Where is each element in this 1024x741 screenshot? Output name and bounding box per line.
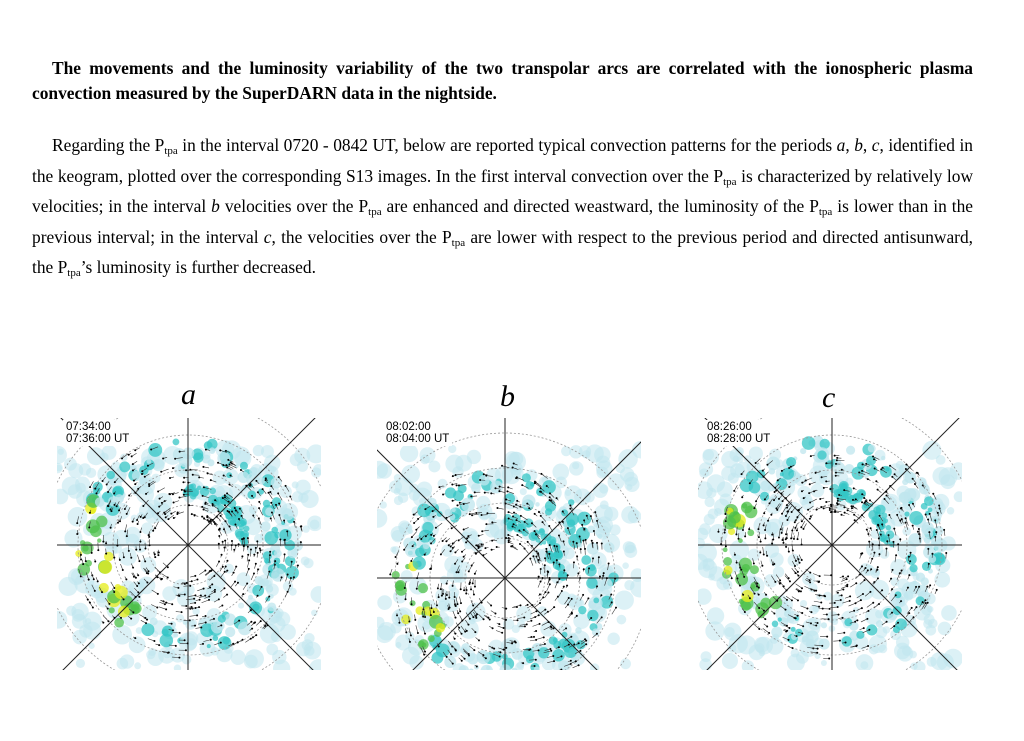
convection-map-c: [698, 418, 962, 670]
panel-label-c: c: [822, 381, 836, 414]
panel-b-image: [377, 418, 641, 670]
panel-c-image: [698, 418, 962, 670]
panel-c-timestamp: 08:26:00 08:28:00 UT: [704, 420, 773, 446]
convection-map-a: [57, 418, 321, 670]
panel-b-timestamp: 08:02:00 08:04:00 UT: [383, 420, 452, 446]
summary-paragraph: The movements and the luminosity variability of the two transpolar arcs are correlated with the ionospheric plasma convection measured by the SuperDARN data in the nightside.: [32, 58, 973, 103]
panel-label-b: b: [500, 380, 515, 413]
convection-map-b: [377, 418, 641, 670]
description-paragraph: Regarding the $P_{tpa}$ in the interval 0720 - 0842 UT, below are reported typical convection patterns for the periods a, b, c, identified in the keogram, plotted over the corresponding S13 images. In the first interval convection over the $P_{tpa}$ is characterized by relatively low velocities; in the interval b velocities over the $P_{tpa}$ are enhanced and directed weastward, the luminosity of the $P_{tpa}$ is lower than in the previous interval; in the interval c, the velocities over the $P_{tpa}$ are lower with respect to the previous period and directed antisunward, the $P_{tpa}’s$ luminosity is further decreased.: [32, 135, 973, 279]
panel-a-image: [57, 418, 321, 670]
panel-label-a: a: [181, 378, 196, 411]
panel-a-timestamp: 07:34:00 07:36:00 UT: [63, 420, 132, 446]
